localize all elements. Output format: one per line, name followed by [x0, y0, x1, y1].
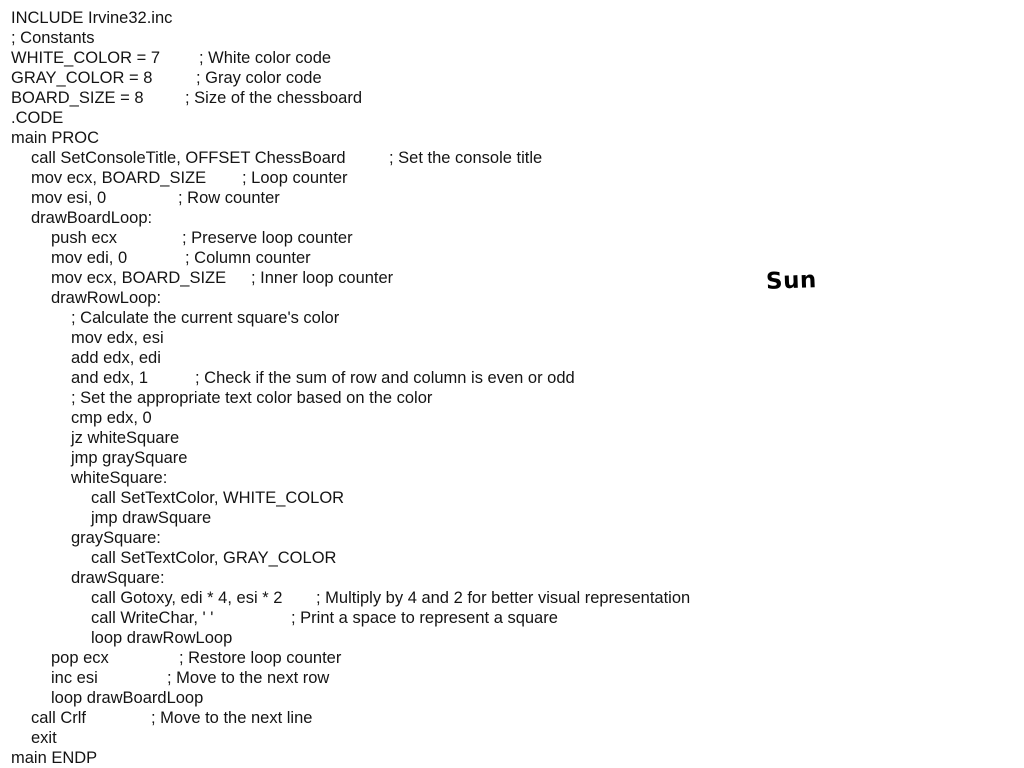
code-text: graySquare: [71, 529, 161, 547]
code-line [0, 248, 1024, 268]
code-line [0, 388, 1024, 408]
code-text: pop ecx [51, 649, 109, 667]
code-line [0, 588, 1024, 608]
code-text: BOARD_SIZE = 8 [11, 89, 144, 107]
code-text: add edx, edi [71, 349, 161, 367]
code-text: call Crlf [31, 709, 87, 727]
code-text: mov esi, 0 [31, 189, 107, 207]
code-line [0, 328, 1024, 348]
code-line [0, 608, 1024, 628]
code-text: mov edi, 0 [51, 249, 128, 267]
code-comment: ; Row counter [178, 189, 280, 207]
code-comment: ; Multiply by 4 and 2 for better visual representation [316, 589, 691, 607]
code-line [0, 488, 1024, 508]
code-comment: ; Gray color code [196, 69, 322, 87]
code-text: and edx, 1 [71, 369, 149, 387]
code-line [0, 708, 1024, 728]
code-text: GRAY_COLOR = 8 [11, 69, 153, 87]
code-text: .CODE [11, 109, 64, 127]
code-line [0, 408, 1024, 428]
code-text: exit [31, 729, 57, 747]
code-text: main ENDP [11, 749, 98, 767]
code-line [0, 688, 1024, 708]
code-line [0, 628, 1024, 648]
code-text: call WriteChar, ' ' [91, 609, 214, 627]
code-line [0, 28, 1024, 48]
code-line [0, 348, 1024, 368]
handwritten-note: Sun [765, 267, 818, 295]
code-line [0, 228, 1024, 248]
code-comment: ; Set the console title [389, 149, 543, 167]
code-line [0, 528, 1024, 548]
code-text: call SetConsoleTitle, OFFSET ChessBoard [31, 149, 346, 167]
code-text: mov ecx, BOARD_SIZE [31, 169, 207, 187]
code-comment: ; Loop counter [242, 169, 348, 187]
code-text: ; Constants [11, 29, 95, 47]
code-comment: ; Move to the next line [151, 709, 313, 727]
code-line [0, 108, 1024, 128]
code-text: call Gotoxy, edi * 4, esi * 2 [91, 589, 283, 607]
code-line [0, 128, 1024, 148]
code-text: WHITE_COLOR = 7 [11, 49, 160, 67]
code-text: drawSquare: [71, 569, 165, 587]
code-text: INCLUDE Irvine32.inc [11, 9, 173, 27]
code-comment: ; Print a space to represent a square [291, 609, 558, 627]
code-text: main PROC [11, 129, 100, 147]
code-text: whiteSquare: [71, 469, 168, 487]
code-text: call SetTextColor, GRAY_COLOR [91, 549, 337, 567]
code-line [0, 508, 1024, 528]
code-line [0, 648, 1024, 668]
code-comment: ; Inner loop counter [251, 269, 394, 287]
code-text: ; Calculate the current square's color [71, 309, 340, 327]
code-comment: ; Column counter [185, 249, 311, 267]
code-line [0, 68, 1024, 88]
code-text: loop drawBoardLoop [51, 689, 204, 707]
code-line [0, 288, 1024, 308]
code-line [0, 48, 1024, 68]
code-text: cmp edx, 0 [71, 409, 152, 427]
code-line [0, 308, 1024, 328]
code-comment: ; White color code [199, 49, 332, 67]
code-text: loop drawRowLoop [91, 629, 233, 647]
code-text: call SetTextColor, WHITE_COLOR [91, 489, 345, 507]
code-text: push ecx [51, 229, 118, 247]
code-line [0, 88, 1024, 108]
code-line [0, 568, 1024, 588]
code-comment: ; Restore loop counter [179, 649, 342, 667]
code-line [0, 268, 1024, 288]
code-text: mov edx, esi [71, 329, 164, 347]
code-text: jmp graySquare [71, 449, 188, 467]
code-line [0, 748, 1024, 768]
code-line [0, 428, 1024, 448]
code-comment: ; Move to the next row [167, 669, 330, 687]
code-line [0, 448, 1024, 468]
code-comment: ; Preserve loop counter [182, 229, 353, 247]
code-text: jmp drawSquare [91, 509, 212, 527]
code-text: drawRowLoop: [51, 289, 162, 307]
code-line [0, 168, 1024, 188]
code-listing [0, 8, 1024, 768]
code-line [0, 368, 1024, 388]
code-line [0, 148, 1024, 168]
code-comment: ; Size of the chessboard [185, 89, 363, 107]
code-text: jz whiteSquare [71, 429, 180, 447]
code-line [0, 188, 1024, 208]
code-text: drawBoardLoop: [31, 209, 153, 227]
code-text: inc esi [51, 669, 98, 687]
code-text: ; Set the appropriate text color based on the color [71, 389, 433, 407]
code-text: mov ecx, BOARD_SIZE [51, 269, 227, 287]
code-line [0, 548, 1024, 568]
code-line [0, 668, 1024, 688]
code-line [0, 468, 1024, 488]
code-comment: ; Check if the sum of row and column is even or odd [195, 369, 575, 387]
code-line [0, 8, 1024, 28]
code-line [0, 728, 1024, 748]
code-line [0, 208, 1024, 228]
